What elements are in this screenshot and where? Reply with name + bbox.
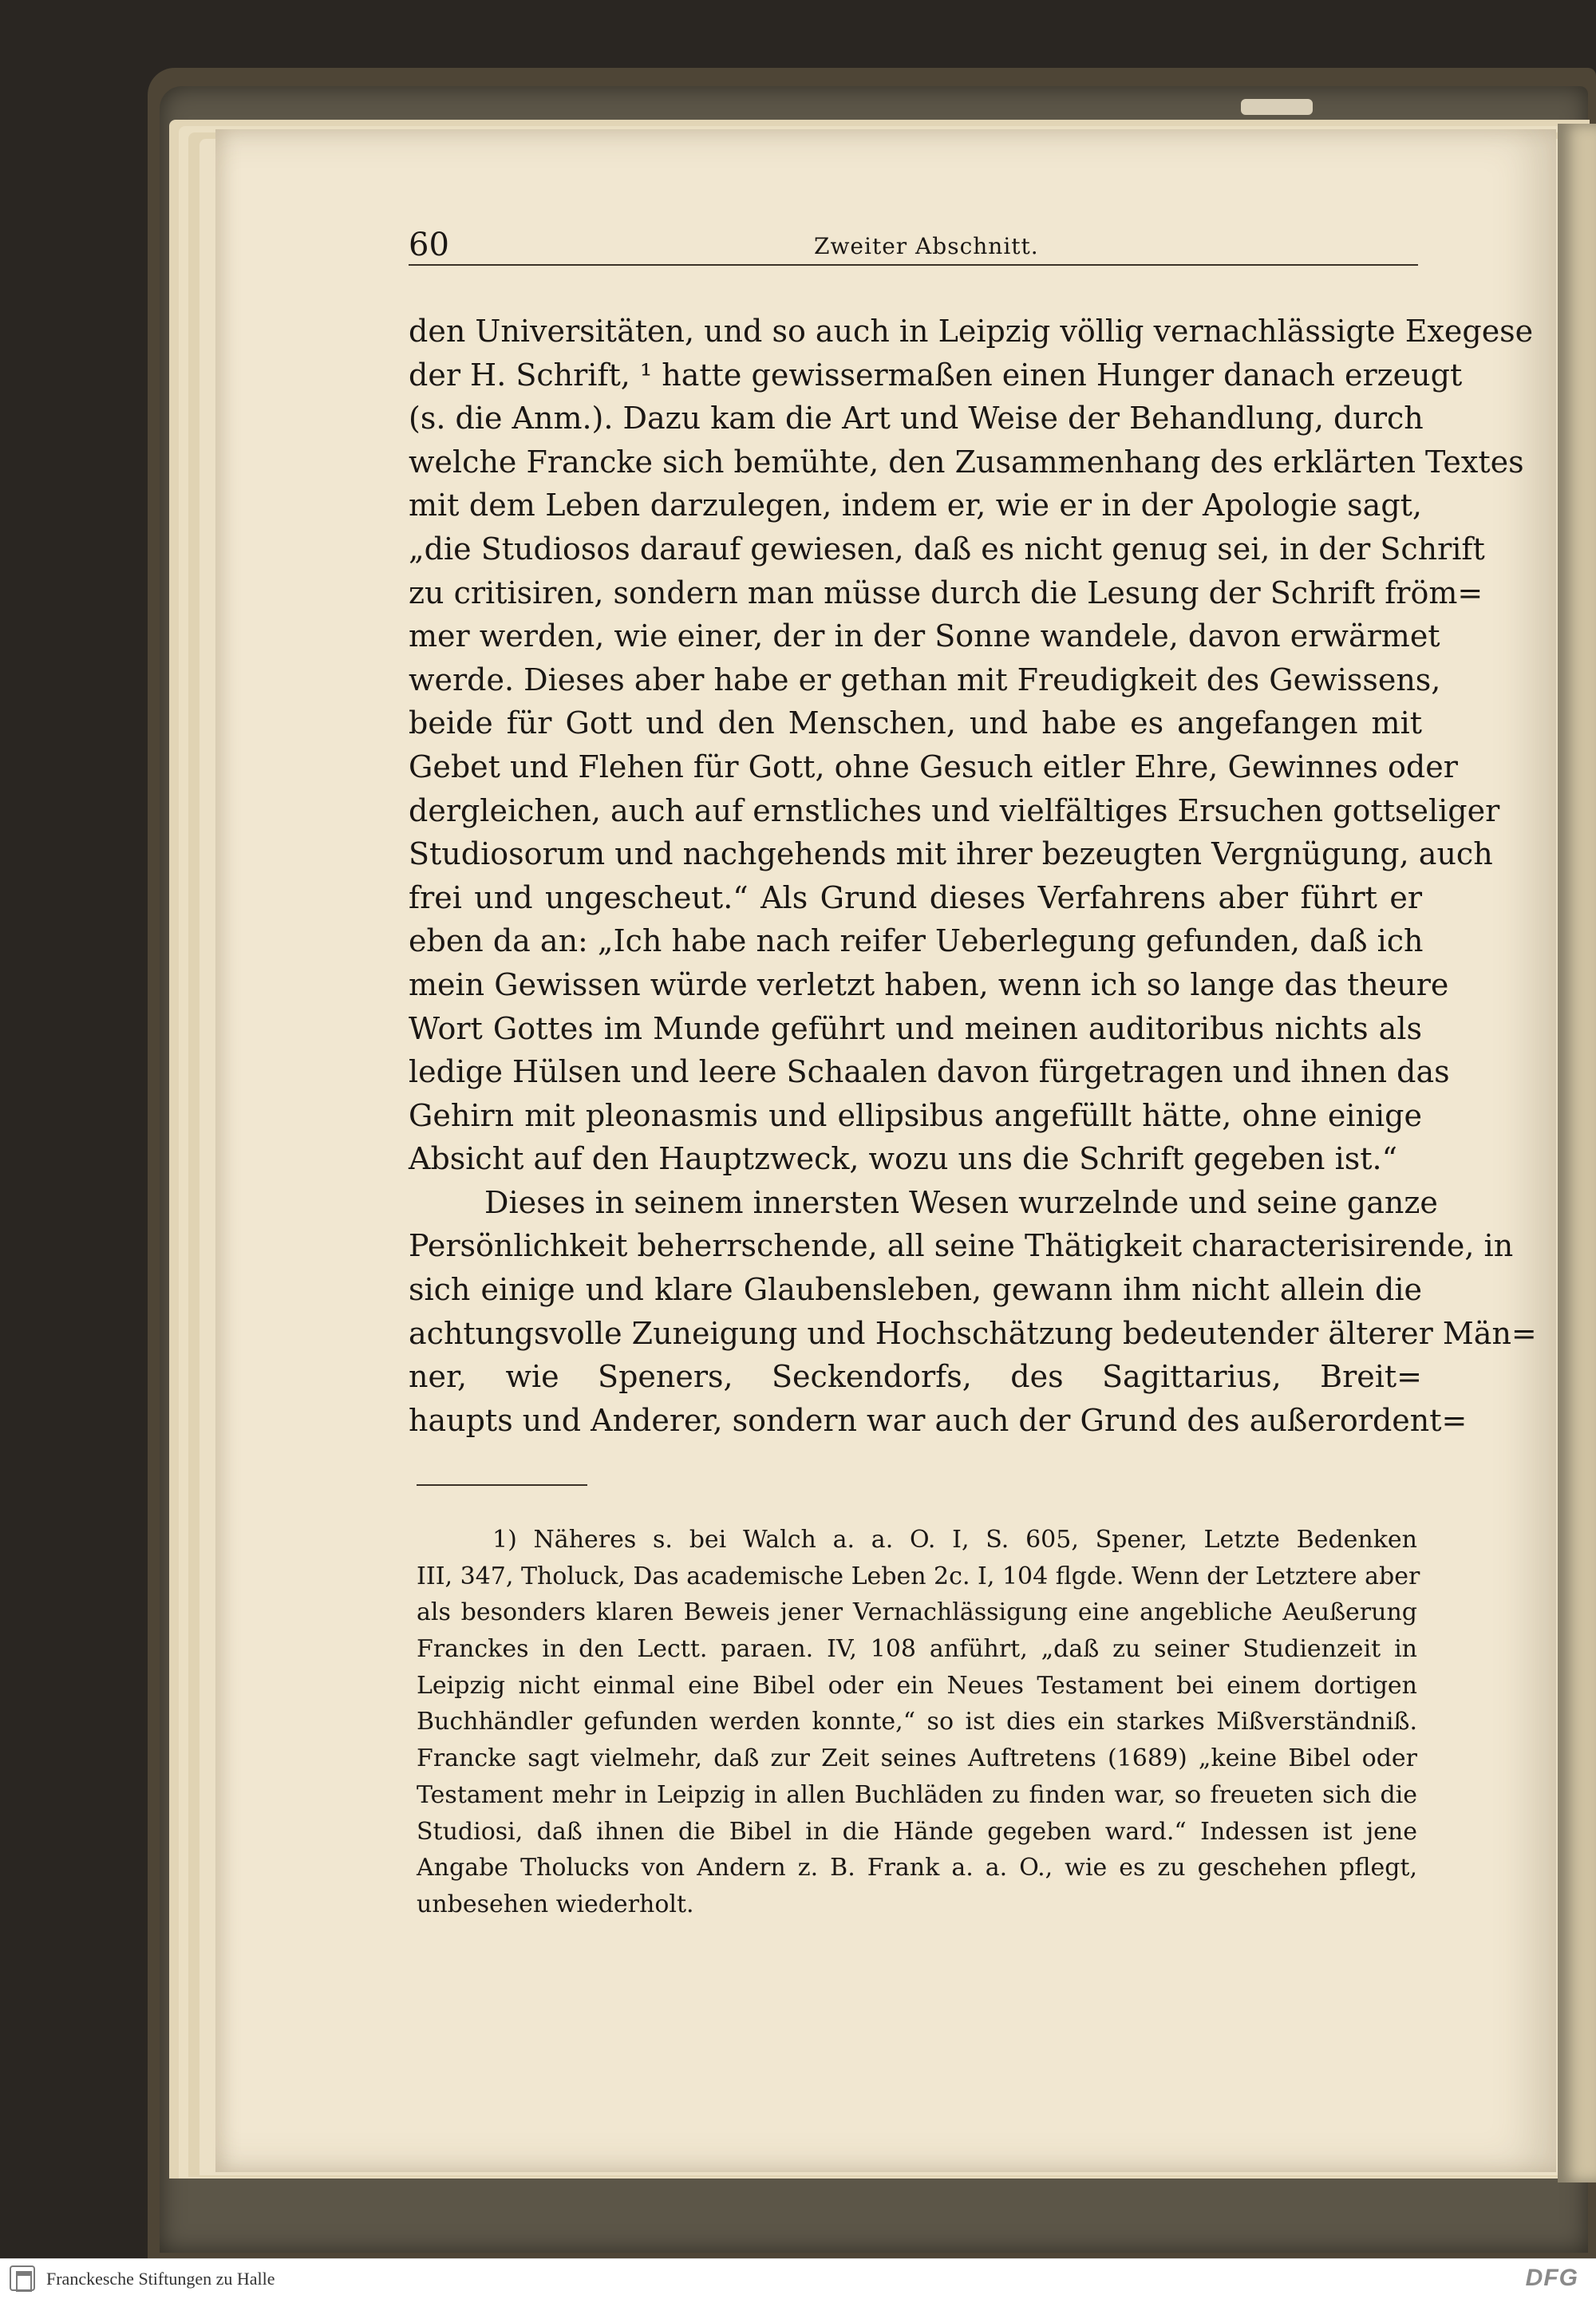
text-line: haupts und Anderer, sondern war auch der Grund des außerordent= — [409, 1402, 1468, 1438]
text-line: achtungsvolle Zuneigung und Hochschätzung bedeutender älterer Män= — [409, 1315, 1537, 1351]
text-line: Absicht auf den Hauptzweck, wozu uns die Schrift gegeben ist.“ — [409, 1141, 1398, 1177]
text-line: den Universitäten, und so auch in Leipzig völlig vernachlässigte Exegese — [409, 314, 1534, 349]
text-line: welche Francke sich bemühte, den Zusammenhang des erklärten Textes — [409, 444, 1524, 480]
text-line: „die Studiosos darauf gewiesen, daß es nicht genug sei, in der Schrift — [409, 531, 1485, 567]
footnote-line: Buchhändler gefunden werden konnte,“ so ist dies ein starkes Mißverständniß. — [417, 1708, 1417, 1736]
text-line: ledige Hülsen und leere Schaalen davon fürgetragen und ihnen das — [409, 1054, 1450, 1090]
running-head: Zweiter Abschnitt. — [814, 233, 1039, 259]
footer-institution-name: Franckesche Stiftungen zu Halle — [46, 2269, 275, 2289]
text-line: mit dem Leben darzulegen, indem er, wie er in der Apologie sagt, — [409, 488, 1422, 523]
footnote-line: Francke sagt vielmehr, daß zur Zeit seines Auftretens (1689) „keine Bibel oder — [417, 1744, 1417, 1773]
footnote-line: 1) Näheres s. bei Walch a. a. O. I, S. 605, Spener, Letzte Bedenken — [492, 1526, 1417, 1554]
body-text — [409, 310, 1537, 1442]
paper-label-fragment — [1241, 99, 1313, 115]
text-line: Persönlichkeit beherrschende, all seine Thätigkeit characterisirende, in — [409, 1228, 1514, 1264]
institution-logo-icon — [10, 2265, 35, 2291]
text-line: werde. Dieses aber habe er gethan mit Freudigkeit des Gewissens, — [409, 662, 1441, 697]
header-rule — [409, 264, 1418, 266]
text-line: ner, wie Speners, Seckendorfs, des Sagittarius, Breit= — [409, 1359, 1422, 1395]
footnote-line: Studiosi, daß ihnen die Bibel in die Hände gegeben ward.“ Indessen ist jene — [417, 1817, 1417, 1846]
text-line: mer werden, wie einer, der in der Sonne wandele, davon erwärmet — [409, 618, 1440, 654]
footnote-line: unbesehen wiederholt. — [417, 1890, 694, 1918]
text-line: Gebet und Flehen für Gott, ohne Gesuch eitler Ehre, Gewinnes oder — [409, 749, 1458, 784]
text-line: mein Gewissen würde verletzt haben, wenn ich so lange das theure — [409, 966, 1449, 1002]
footnote-line: III, 347, Tholuck, Das academische Leben 2c. I, 104 flgde. Wenn der Letztere aber — [417, 1562, 1420, 1590]
footnote-line: als besonders klaren Beweis jener Vernachlässigung eine angebliche Aeußerung — [417, 1598, 1417, 1627]
text-line: beide für Gott und den Menschen, und habe es angefangen mit — [409, 705, 1422, 741]
text-line: (s. die Anm.). Dazu kam die Art und Weise der Behandlung, durch — [409, 401, 1424, 436]
viewer-footer — [0, 2258, 1596, 2299]
paragraph-first-line: Dieses in seinem innersten Wesen wurzelnde und seine ganze — [484, 1184, 1438, 1220]
facing-page-edge — [1558, 124, 1596, 2182]
footnote-line: Franckes in den Lectt. paraen. IV, 108 anführt, „daß zu seiner Studienzeit in — [417, 1635, 1417, 1664]
text-line: eben da an: „Ich habe nach reifer Ueberlegung gefunden, daß ich — [409, 923, 1424, 959]
footnote-line: Angabe Tholucks von Andern z. B. Frank a. a. O., wie es zu geschehen pflegt, — [417, 1854, 1417, 1882]
footnote-line: Leipzig nicht einmal eine Bibel oder ein Neues Testament bei einem dortigen — [417, 1671, 1417, 1700]
text-line: dergleichen, auch auf ernstliches und vielfältiges Ersuchen gottseliger — [409, 792, 1500, 828]
text-line: frei und ungescheut.“ Als Grund dieses Verfahrens aber führt er — [409, 879, 1422, 915]
text-line: der H. Schrift, ¹ hatte gewissermaßen einen Hunger danach erzeugt — [409, 357, 1463, 393]
footnote-line: Testament mehr in Leipzig in allen Buchläden zu finden war, so freueten sich die — [417, 1780, 1417, 1809]
footnote — [417, 1522, 1420, 1923]
dfg-logo: DFG — [1525, 2265, 1578, 2291]
text-line: Gehirn mit pleonasmis und ellipsibus angefüllt hätte, ohne einige — [409, 1097, 1422, 1133]
footnote-rule — [417, 1484, 587, 1486]
text-line: zu critisiren, sondern man müsse durch die Lesung der Schrift fröm= — [409, 575, 1483, 610]
page-number: 60 — [409, 227, 449, 263]
text-line: Studiosorum und nachgehends mit ihrer bezeugten Vergnügung, auch — [409, 836, 1493, 872]
text-line: sich einige und klare Glaubensleben, gewann ihm nicht allein die — [409, 1272, 1422, 1308]
text-line: Wort Gottes im Munde geführt und meinen auditoribus nichts als — [409, 1010, 1422, 1046]
